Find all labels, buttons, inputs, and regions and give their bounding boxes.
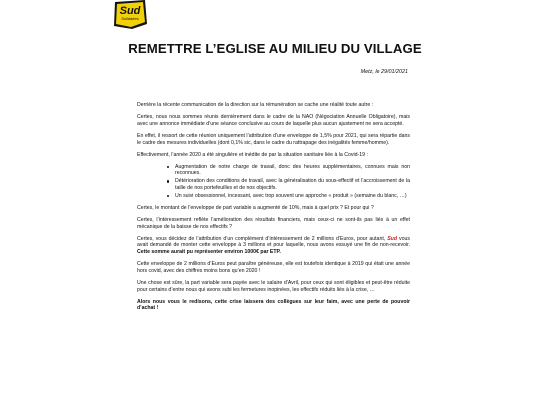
dateline: Metz, le 29/01/2021: [360, 69, 408, 75]
paragraph-avril: Une chose est sûre, la part variable sera payée avec le salaire d’Avril, pour ceux qui sont éligibles et peut-être réduite pour certains d’entre nous qui avons subi les fermetures inopinées, les effectifs réduits liés à la crise, …: [137, 279, 410, 293]
list-item: [167, 178, 410, 192]
paragraph-2019: Cette enveloppe de 2 millions d’Euros peut paraître généreuse, elle est toutefois identique à 2019 qui était une année hors covid, avec des chiffres moins bons qu’en 2020 !: [137, 261, 410, 274]
complement-text-b: vous avait demandé de monter cette enveloppe à 3 millions et pour laquelle, nous avons essuyé une fin de non-recevoir.: [137, 235, 410, 249]
paragraph-enveloppe: En effet, il ressort de cette réunion uniquement l’attribution d’une enveloppe de 1,5% pour 2021, qui sera répartie dans le cadre des mesures individuelles (dont 0,1% sic, dans le cadre du rattrapage des inégalités femme/homme).: [137, 132, 410, 146]
logo-subtext: Solidaires: [121, 16, 139, 21]
list-item-text: Un suivi obsessionnel, incessant, avec trop souvent une approche « produit » (semaine du blanc, …): [175, 192, 407, 199]
complement-text-bold: Cette somme aurait pu représenter environ 1000€ par ETP.: [137, 249, 281, 256]
bullet-icon: [167, 166, 169, 168]
document-body: [137, 102, 410, 318]
list-item-text: Détérioration des conditions de travail, avec la généralisation du sous-effectif et l’accroissement de la taille de nos portefeuilles et de nos objectifs.: [175, 178, 410, 191]
bullet-icon: [167, 180, 169, 182]
logo-text: Sud: [119, 5, 141, 17]
complement-text-a: Certes, vous décidez de l’attribution d’un complément d’intéressement de 2 millions d’Euros, pour autant,: [137, 235, 386, 242]
document-title: REMETTRE L’EGLISE AU MILIEU DU VILLAGE: [128, 41, 422, 56]
paragraph-interessement: Certes, l’intéressement reflète l’amélioration des résultats financiers, mais ceux-ci ne sont-ils pas liés à un effet mécanique de la baisse de nos effectifs ?: [137, 216, 410, 230]
list-item-text: Augmentation de notre charge de travail, donc des heures supplémentaires, connues mais non reconnues.: [175, 163, 410, 177]
sud-solidaires-logo: [112, 0, 148, 30]
bullet-icon: [167, 195, 169, 197]
bullet-list: [137, 164, 410, 200]
paragraph-intro: Derrière la récente communication de la direction sur la rémunération se cache une réalité toute autre :: [137, 102, 374, 108]
sud-highlight: Sud: [387, 235, 398, 242]
list-item: [167, 193, 410, 200]
paragraph-covid: Effectivement, l’année 2020 a été singulière et inédite de par la situation sanitaire liée à la Covid-19 :: [137, 151, 368, 158]
paragraph-complement: [137, 236, 410, 256]
paragraph-part-variable: Certes, le montant de l’enveloppe de part variable a augmenté de 10%, mais à quel prix ? Et pour qui ?: [137, 204, 374, 211]
paragraph-nao: Certes, nous nous sommes réunis dernièrement dans le cadre de la NAO (Négociation Annuelle Obligatoire), mais avec une annonce immédiate d’une séance conclusive au cours de laquelle plus aucun ajustement ne sera accepté.: [137, 114, 410, 127]
list-item: [167, 164, 410, 178]
paragraph-conclusion: Alors nous vous le redisons, cette crise laissera des collègues sur leur faim, avec une perte de pouvoir d’achat !: [137, 298, 410, 312]
